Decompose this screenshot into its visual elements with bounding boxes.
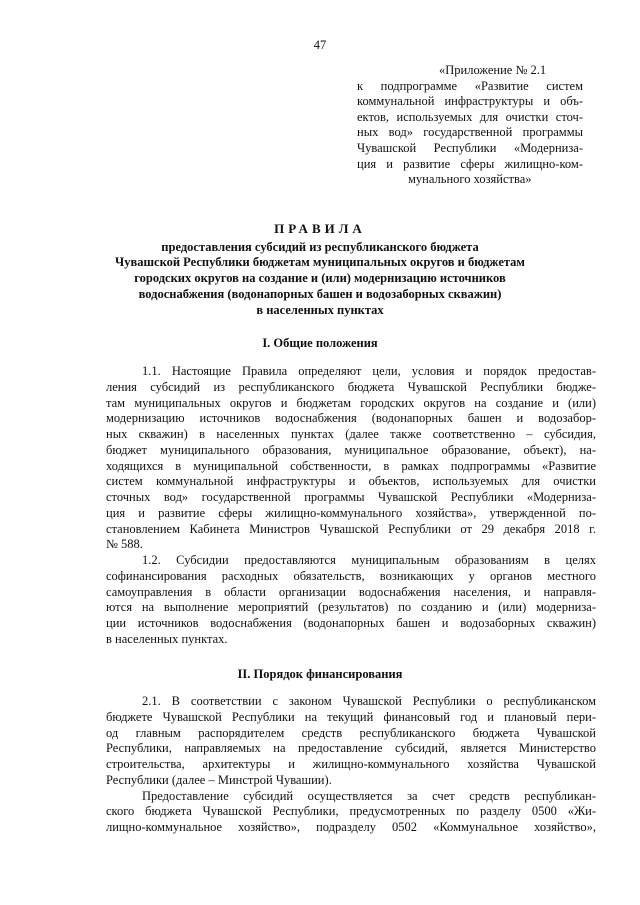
title-line: Чувашской Республики бюджетам муниципальных округов и бюджетам bbox=[115, 255, 525, 270]
text-line: 2.1. В соответствии с законом Чувашской Республики о республиканском bbox=[142, 694, 596, 708]
section2-text bbox=[106, 694, 596, 836]
text-line: строительства, архитектуры и жилищно-коммунального хозяйства Чувашской bbox=[106, 757, 596, 771]
appendix-line: «Приложение № 2.1 bbox=[439, 63, 547, 77]
title-line: водоснабжения (водонапорных башен и водозаборных скважин) bbox=[138, 286, 502, 301]
title-line: предоставления субсидий из республиканского бюджета bbox=[161, 239, 479, 254]
text-line: ского бюджета Чувашской Республики, предусмотренных по разделу 0500 «Жи- bbox=[106, 804, 596, 819]
text-line: ных скважин) в населенных пунктах (далее также соответственно – субсидия, bbox=[106, 427, 596, 441]
appendix-line: к подпрограмме «Развитие систем bbox=[357, 78, 583, 93]
appendix-line: Чувашской Республики «Модерниза- bbox=[357, 140, 583, 155]
text-line: самоуправления в области организации водоснабжения населения, и направля- bbox=[106, 584, 596, 599]
title-line: городских округов на создание и (или) модернизацию источников bbox=[134, 271, 506, 286]
text-line: Республики (далее – Минстрой Чувашии). bbox=[106, 772, 332, 787]
appendix-note bbox=[357, 63, 583, 188]
text-line: 1.2. Субсидии предоставляются муниципальным образованиям в целях bbox=[142, 553, 596, 567]
text-line: бюджет муниципального образования, муниципальное образование, объект), на- bbox=[106, 442, 596, 457]
title-line: в населенных пунктах bbox=[256, 302, 384, 317]
text-line: систем коммунальной инфраструктуры и объектов, используемых для очистки bbox=[106, 474, 596, 489]
text-line: бюджете Чувашской Республики на текущий финансовый год и плановый пери- bbox=[106, 709, 596, 724]
document-title bbox=[95, 221, 545, 318]
text-line: ция и развитие сферы жилищно-коммунального хозяйства», утвержденной по- bbox=[106, 505, 596, 520]
text-line: там муниципальных округов и бюджетам городских округов на создание и (или) bbox=[106, 395, 596, 410]
appendix-line: ектов, используемых для очистки сточ- bbox=[357, 109, 583, 124]
text-line: в населенных пунктах. bbox=[106, 631, 228, 646]
text-line: лищно-коммунальное хозяйство», подразделу 0502 «Коммунальное хозяйство», bbox=[106, 820, 596, 834]
text-line: софинансирования расходных обязательств, возникающих у органов местного bbox=[106, 568, 596, 583]
page-number: 47 bbox=[313, 38, 327, 52]
text-line: модернизацию источников водоснабжения (водонапорных башен и водозабор- bbox=[106, 411, 596, 426]
section-heading: II. Порядок финансирования bbox=[237, 667, 403, 681]
text-line: ходящихся в муниципальной собственности, в рамках подпрограммы «Развитие bbox=[106, 458, 596, 473]
text-line: становлением Кабинета Министров Чувашской Республики от 29 декабря 2018 г. bbox=[106, 521, 596, 536]
text-line: 1.1. Настоящие Правила определяют цели, условия и порядок предостав- bbox=[142, 364, 596, 378]
section-heading: I. Общие положения bbox=[262, 336, 378, 350]
text-line: ления субсидий из республиканского бюджета Чувашской Республики бюдже- bbox=[106, 379, 596, 394]
text-line: Республики, направляемых на предоставление субсидий, является Министерство bbox=[106, 741, 596, 756]
appendix-line: ных вод» государственной программы bbox=[357, 125, 583, 140]
appendix-line: коммунальной инфраструктуры и объ- bbox=[357, 94, 583, 109]
text-line: од главным распорядителем средств республиканского бюджета Чувашской bbox=[106, 725, 596, 740]
appendix-line: ция и развитие сферы жилищно-ком- bbox=[357, 156, 583, 171]
appendix-line: мунального хозяйства» bbox=[408, 172, 532, 187]
text-line: Предоставление субсидий осуществляется за счет средств республикан- bbox=[142, 788, 596, 803]
text-line: ции источников водоснабжения (водонапорных башен и водозаборных скважин) bbox=[106, 616, 596, 630]
text-line: ются на выполнение мероприятий (результатов) по созданию и (или) модерниза- bbox=[106, 600, 596, 615]
text-line: сточных вод» государственной программы Чувашской Республики «Модерниза- bbox=[106, 490, 596, 504]
title-heading: ПРАВИЛА bbox=[274, 221, 366, 236]
section1-text bbox=[106, 364, 596, 648]
text-line: № 588. bbox=[106, 537, 143, 552]
